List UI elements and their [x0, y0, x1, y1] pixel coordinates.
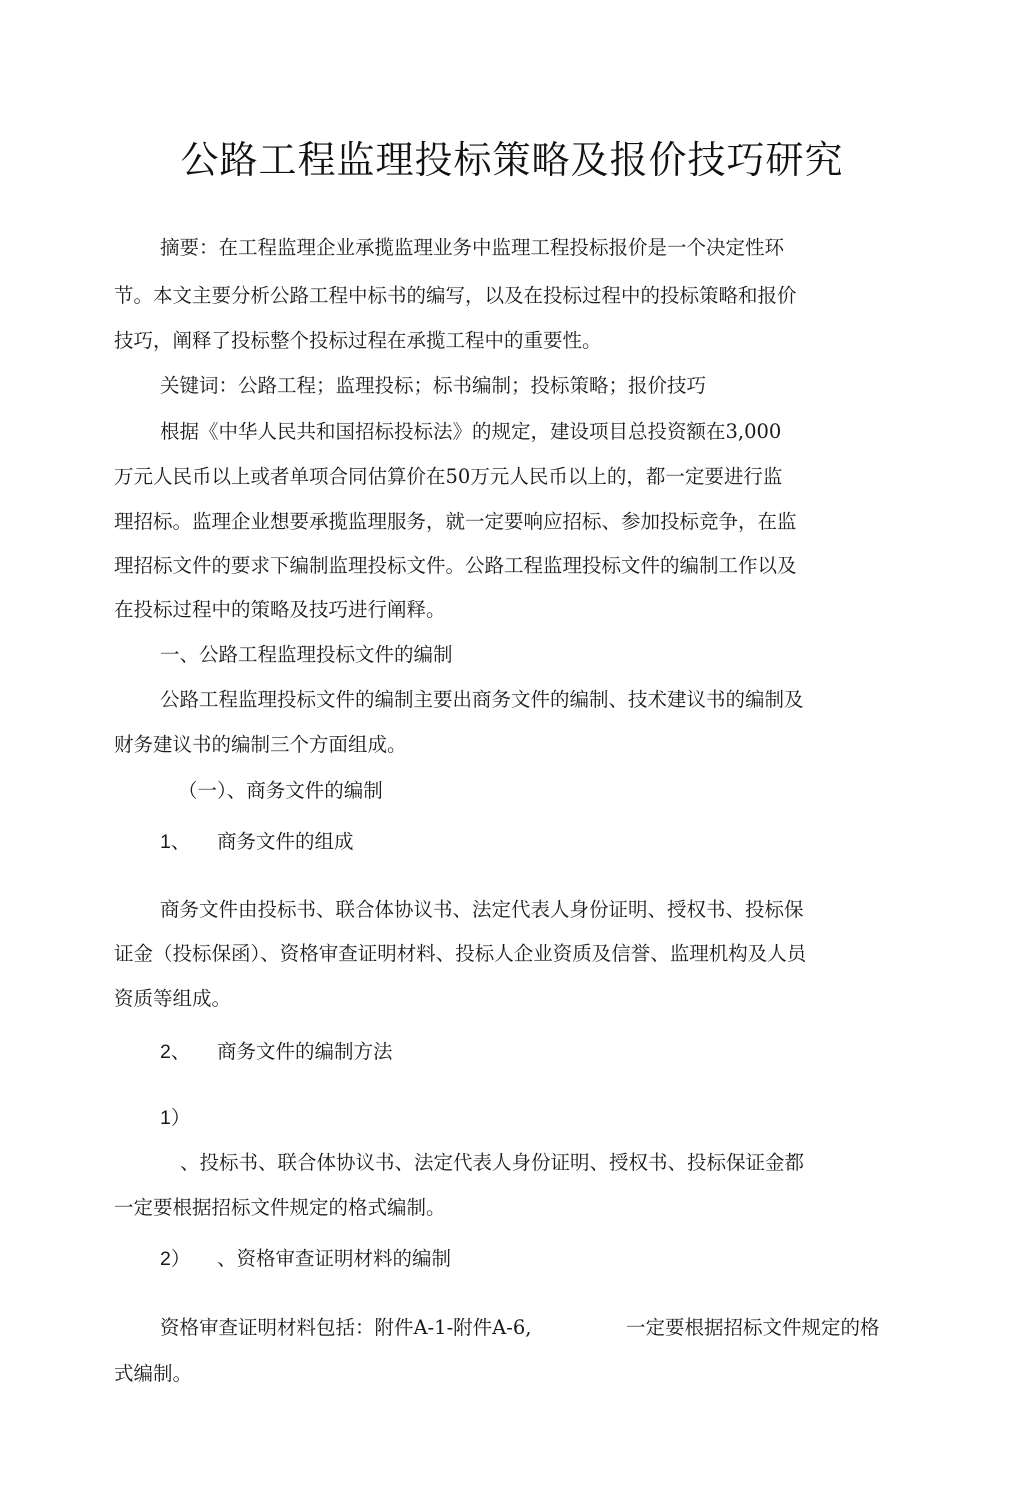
- item-1-paragraph-line-1: 商务文件由投标书、联合体协议书、法定代表人身份证明、授权书、投标保: [160, 898, 804, 921]
- body-paragraph-1-line-3: 理招标。监理企业想要承揽监理服务，就一定要响应招标、参加投标竞争，在监: [114, 510, 797, 533]
- section-1-paragraph-line-2: 财务建议书的编制三个方面组成。: [114, 733, 407, 756]
- subitem-1-line-2: 一定要根据招标文件规定的格式编制。: [114, 1196, 446, 1219]
- body-paragraph-1-line-5: 在投标过程中的策略及技巧进行阐释。: [114, 598, 446, 621]
- item-number-1: 1、: [160, 831, 191, 853]
- subitem-number-2: 2）: [160, 1248, 191, 1270]
- subitem-2-paragraph-line-1-end: 一定要根据招标文件规定的格: [626, 1316, 880, 1339]
- body-paragraph-1-line-2: 万元人民币以上或者单项合同估算价在50万元人民币以上的，都一定要进行监: [114, 465, 783, 488]
- subitem-heading-2: 、资格审查证明材料的编制: [217, 1247, 452, 1270]
- item-1-paragraph-line-3: 资质等组成。: [114, 987, 232, 1010]
- abstract-line-3: 技巧，阐释了投标整个投标过程在承揽工程中的重要性。: [114, 329, 602, 352]
- abstract-line-1: 摘要：在工程监理企业承揽监理业务中监理工程投标报价是一个决定性环: [160, 236, 785, 259]
- item-heading-2: 商务文件的编制方法: [217, 1040, 393, 1063]
- item-1-paragraph-line-2: 证金（投标保函）、资格审查证明材料、投标人企业资质及信誉、监理机构及人员: [114, 942, 807, 965]
- item-number-2: 2、: [160, 1041, 191, 1063]
- subitem-2-paragraph-line-2: 式编制。: [114, 1362, 193, 1385]
- item-heading-1: 商务文件的组成: [217, 830, 354, 853]
- subsection-heading-1: （一）、商务文件的编制: [178, 779, 383, 802]
- abstract-line-2: 节。本文主要分析公路工程中标书的编写，以及在投标过程中的投标策略和报价: [114, 284, 797, 307]
- body-paragraph-1-line-4: 理招标文件的要求下编制监理投标文件。公路工程监理投标文件的编制工作以及: [114, 554, 797, 577]
- subitem-1-line-1: 、投标书、联合体协议书、法定代表人身份证明、授权书、投标保证金都: [180, 1151, 805, 1174]
- subitem-2-paragraph-line-1-start: 资格审查证明材料包括：附件A-1-附件A-6,: [160, 1316, 532, 1339]
- document-title: 公路工程监理投标策略及报价技巧研究: [180, 138, 844, 182]
- section-1-paragraph-line-1: 公路工程监理投标文件的编制主要出商务文件的编制、技术建议书的编制及: [160, 688, 804, 711]
- subitem-number-1: 1）: [160, 1107, 191, 1129]
- section-heading-1: 一、公路工程监理投标文件的编制: [160, 643, 453, 666]
- keywords-line: 关键词：公路工程；监理投标；标书编制；投标策略；报价技巧: [160, 374, 707, 397]
- body-paragraph-1-line-1: 根据《中华人民共和国招标投标法》的规定，建设项目总投资额在3,000: [160, 420, 782, 443]
